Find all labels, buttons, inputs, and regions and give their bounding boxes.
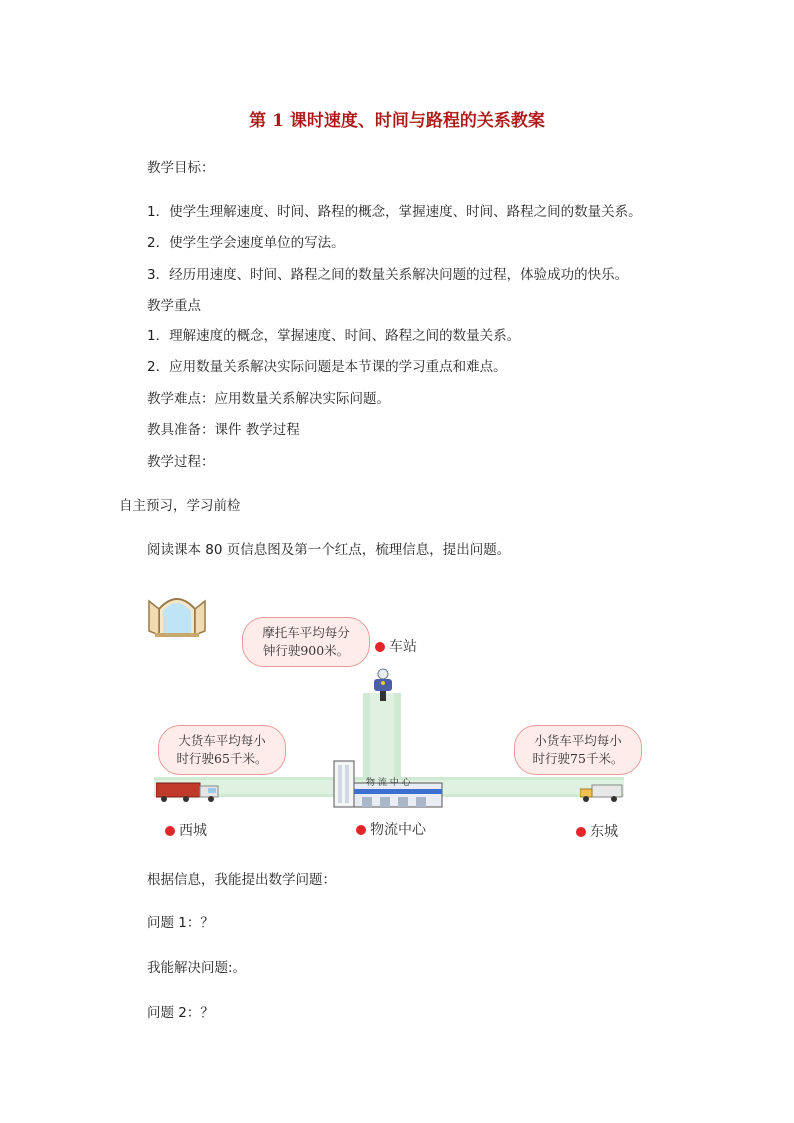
info-figure xyxy=(140,585,640,850)
question-1: 问题 1：？ xyxy=(147,915,214,931)
logistics-center-text: 物流中心 xyxy=(370,822,426,838)
small-truck-icon xyxy=(580,783,624,805)
section-heading: 自主预习，学习前检 xyxy=(119,498,241,514)
objective-item: 2．使学生学会速度单位的写法。 xyxy=(147,235,345,251)
small-truck-bubble xyxy=(514,725,642,775)
logistics-center-label xyxy=(356,819,426,839)
difficulty-line: 教学难点：应用数量关系解决实际问题。 xyxy=(147,391,390,407)
bubble-line: 摩托车平均每分 xyxy=(262,625,350,640)
solve-line: 我能解决问题:。 xyxy=(147,960,247,976)
prompt-line: 根据信息，我能提出数学问题： xyxy=(147,872,336,888)
key-point-item: 1．理解速度的概念，掌握速度、时间、路程之间的数量关系。 xyxy=(147,328,521,344)
station-text: 车站 xyxy=(389,639,417,655)
location-dot xyxy=(576,827,586,837)
bubble-line: 大货车平均每小 xyxy=(178,733,266,748)
page-title: 第 1 课时速度、时间与路程的关系教案 xyxy=(249,111,545,131)
question-2: 问题 2：？ xyxy=(147,1005,214,1021)
motorcycle-bubble xyxy=(242,617,370,667)
big-truck-icon xyxy=(156,781,222,805)
bubble-line: 时行驶75千米。 xyxy=(532,751,624,766)
east-city-label xyxy=(576,821,618,841)
key-points-label: 教学重点 xyxy=(147,298,201,314)
process-label: 教学过程： xyxy=(147,454,215,470)
west-city-text: 西城 xyxy=(179,823,207,839)
west-city-label xyxy=(165,820,207,840)
window-icon xyxy=(147,591,207,637)
objective-item: 3．经历用速度、时间、路程之间的数量关系解决问题的过程，体验成功的快乐。 xyxy=(147,267,629,283)
location-dot xyxy=(356,825,366,835)
motorcycle-icon xyxy=(370,667,396,703)
key-point-item: 2．应用数量关系解决实际问题是本节课的学习重点和难点。 xyxy=(147,359,507,375)
building-sign: 物 流 中 心 xyxy=(366,778,411,788)
big-truck-bubble xyxy=(158,725,286,775)
objective-item: 1．使学生理解速度、时间、路程的概念，掌握速度、时间、路程之间的数量关系。 xyxy=(147,204,642,220)
station-label xyxy=(375,636,417,656)
bubble-line: 钟行驶900米。 xyxy=(262,643,350,658)
location-dot xyxy=(165,826,175,836)
east-city-text: 东城 xyxy=(590,824,618,840)
objectives-label: 教学目标： xyxy=(147,160,215,176)
bubble-line: 时行驶65千米。 xyxy=(176,751,268,766)
location-dot xyxy=(375,642,385,652)
bubble-line: 小货车平均每小 xyxy=(534,733,622,748)
tools-line: 教具准备：课件 教学过程 xyxy=(147,422,300,438)
reading-task: 阅读课本 80 页信息图及第一个红点，梳理信息，提出问题。 xyxy=(147,542,511,558)
